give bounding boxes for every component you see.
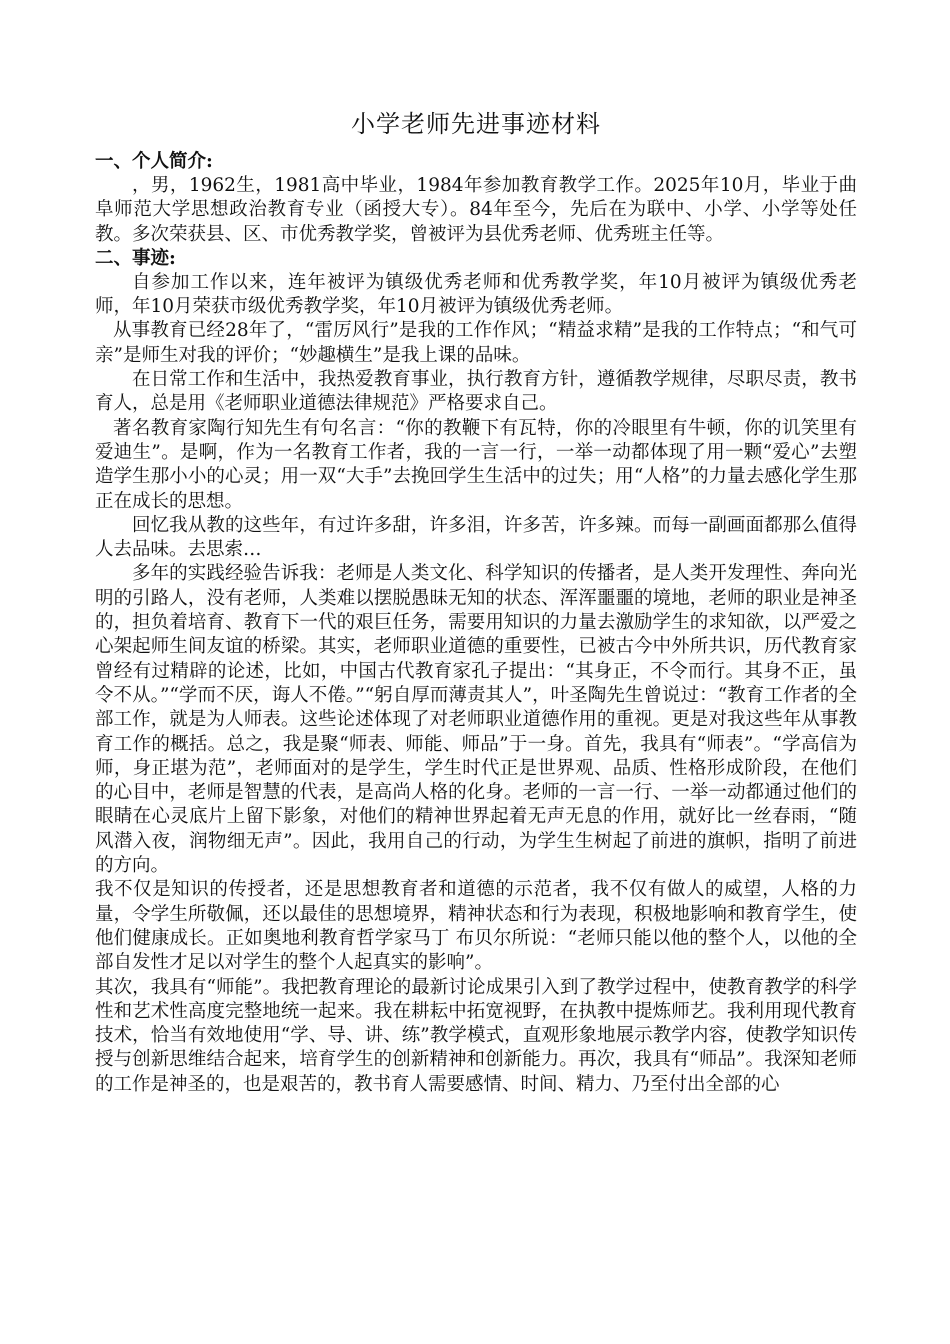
- deeds-paragraph: 其次，我具有“师能”。我把教育理论的最新讨论成果引入到了教学过程中，使教育教学的科学性和艺术性高度完整地统一起来。我在耕耘中拓宽视野，在执教中提炼师艺。我利用现代教育技术，恰当有效地使用“学、导、讲、练”教学模式，直观形象地展示教学内容，使教学知识传授与创新思维结合起来，培育学生的创新精神和创新能力。再次，我具有“师品”。我深知老师的工作是神圣的，也是艰苦的，教书育人需要感情、时间、精力、乃至付出全部的心: [95, 976, 857, 1095]
- deeds-paragraph: 在日常工作和生活中，我热爱教育事业，执行教育方针，遵循教学规律，尽职尽责，教书育人，总是用《老师职业道德法律规范》严格要求自己。: [95, 369, 857, 415]
- section-heading-profile: 一、个人简介:: [95, 151, 213, 172]
- deeds-paragraph: 从事教育已经28年了，“雷厉风行”是我的工作作风；“精益求精”是我的工作特点；“和气可亲”是师生对我的评价；“妙趣横生”是我上课的品味。: [95, 320, 857, 366]
- profile-paragraph: ，男，1962生，1981高中毕业，1984年参加教育教学工作。2025年10月，毕业于曲阜师范大学思想政治教育专业（函授大专）。84年至今，先后在为联中、小学、小学等处任教。多次荣获县、区、市优秀教学奖，曾被评为县优秀老师、优秀班主任等。: [95, 175, 857, 245]
- section-personal-profile: [95, 150, 857, 247]
- deeds-paragraph: 多年的实践经验告诉我：老师是人类文化、科学知识的传播者，是人类开发理性、奔向光明的引路人，没有老师，人类难以摆脱愚昧无知的状态、浑浑噩噩的境地，老师的职业是神圣的，担负着培育、教育下一代的艰巨任务，需要用知识的力量去激励学生的求知欲，以严爱之心架起师生间友谊的桥梁。其实，老师职业道德的重要性，已被古今中外所共识，历代教育家曾经有过精辟的论述，比如，中国古代教育家孔子提出：“其身正，不令而行。其身不正，虽令不从。”“学而不厌，诲人不倦。”“躬自厚而薄责其人”，叶圣陶先生曾说过：“教育工作者的全部工作，就是为人师表。这些论述体现了对老师职业道德作用的重视。更是对我这些年从事教育工作的概括。总之，我是聚“师表、师能、师品”于一身。首先，我具有“师表”。“学高信为师，身正堪为范”，老师面对的是学生，学生时代正是世界观、品质、性格形成阶段，在他们的心目中，老师是智慧的代表，是高尚人格的化身。老师的一言一行、一举一动都通过他们的眼睛在心灵底片上留下影象，对他们的精神世界起着无声无息的作用，就好比一丝春雨，“随风潜入夜，润物细无声”。因此，我用自己的行动，为学生生树起了前进的旗帜，指明了前进的方向。: [95, 563, 857, 877]
- deeds-paragraph: 著名教育家陶行知先生有句名言：“你的教鞭下有瓦特，你的冷眼里有牛顿，你的讥笑里有爱迪生”。是啊，作为一名教育工作者，我的一言一行，一举一动都体现了用一颗“爱心”去塑造学生那小小的心灵；用一双“大手”去挽回学生生活中的过失；用“人格”的力量去感化学生那正在成长的思想。: [95, 417, 857, 512]
- deeds-paragraph: 我不仅是知识的传授者，还是思想教育者和道德的示范者，我不仅有做人的威望，人格的力量，令学生所敬佩，还以最佳的思想境界，精神状态和行为表现，积极地影响和教育学生，使他们健康成长。正如奥地利教育哲学家马丁 布贝尔所说：“老师只能以他的整个人，以他的全部自发性才足以对学生的整个人起真实的影响”。: [95, 879, 857, 974]
- document-title: 小学老师先进事迹材料: [351, 110, 601, 138]
- section-heading-deeds: 二、事迹:: [95, 247, 176, 269]
- document-page: [95, 106, 857, 1097]
- section-deeds: [95, 247, 857, 1097]
- deeds-paragraph: 自参加工作以来，连年被评为镇级优秀老师和优秀教学奖，年10月被评为镇级优秀老师，年10月荣获市级优秀教学奖，年10月被评为镇级优秀老师。: [95, 271, 857, 318]
- deeds-paragraph: 回忆我从教的这些年，有过许多甜，许多泪，许多苦，许多辣。而每一副画面都那么值得人去品味。去思索…: [95, 514, 857, 561]
